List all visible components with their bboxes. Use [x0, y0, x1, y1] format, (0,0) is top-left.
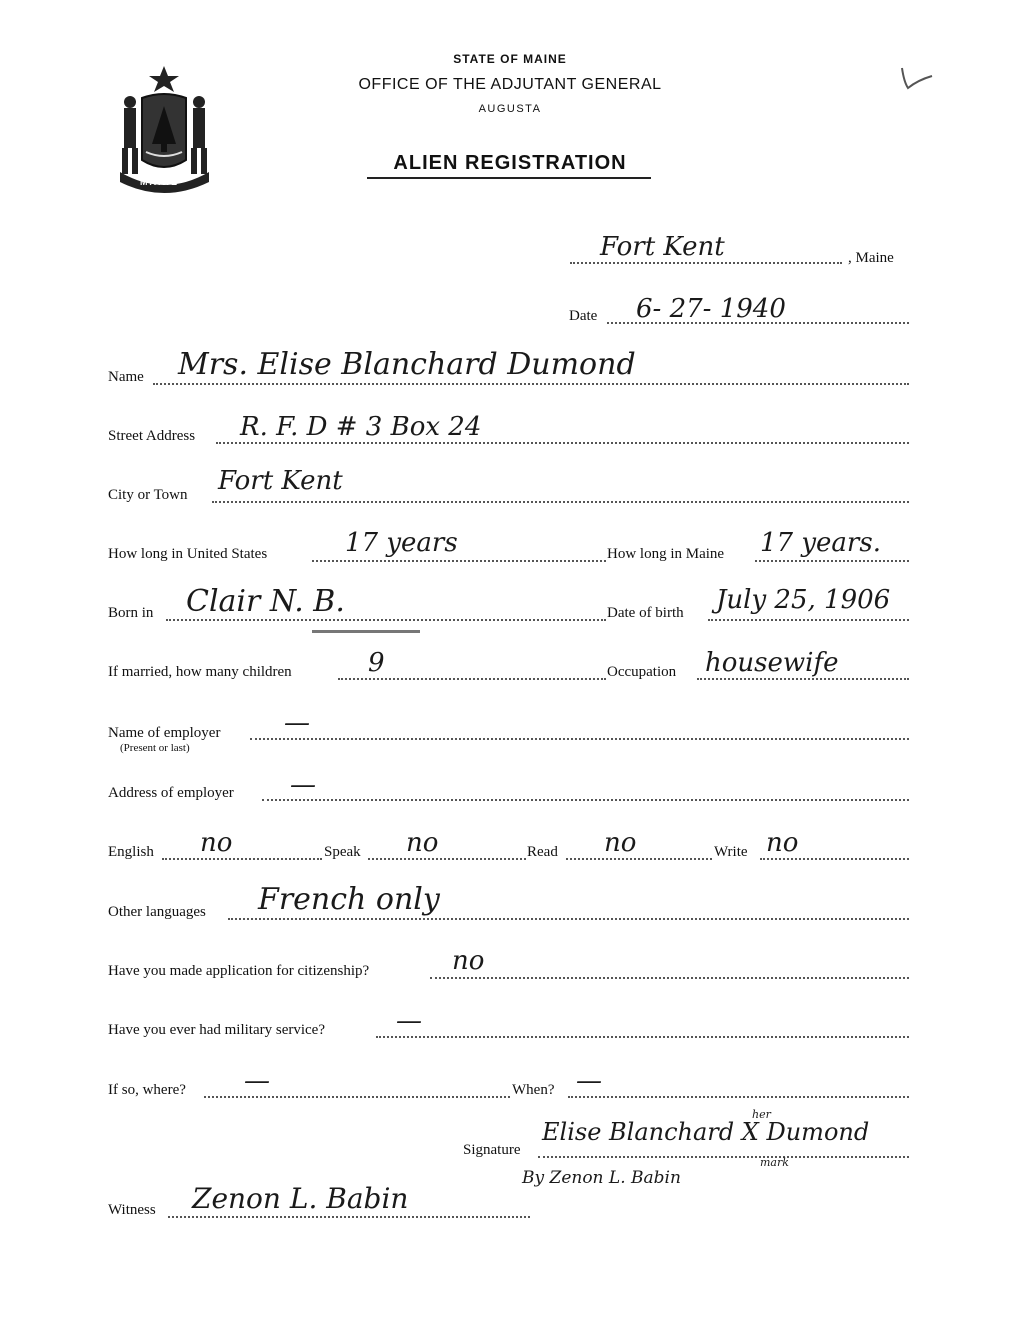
military-label: Have you ever had military service?	[108, 1022, 325, 1038]
military-value: —	[396, 1006, 422, 1036]
write-value: no	[766, 828, 799, 858]
place-suffix: , Maine	[848, 250, 894, 266]
employer-value: —	[284, 708, 310, 738]
header-state: STATE OF MAINE	[453, 52, 567, 66]
signature-by-line: By Zenon L. Babin	[522, 1168, 681, 1188]
dob-label: Date of birth	[607, 605, 684, 621]
speak-value: no	[406, 828, 439, 858]
city-value: Fort Kent	[218, 466, 343, 496]
where-value: —	[244, 1066, 270, 1096]
speak-label: Speak	[324, 844, 361, 860]
citizenship-value: no	[452, 946, 485, 976]
signature-mark-above: her	[752, 1108, 771, 1121]
date-label: Date	[569, 308, 598, 324]
employer-sublabel: (Present or last)	[120, 742, 190, 754]
signature-mark-below: mark	[760, 1156, 789, 1169]
english-label: English	[108, 844, 154, 860]
where-label: If so, where?	[108, 1082, 186, 1098]
children-label: If married, how many children	[108, 664, 292, 680]
name-label: Name	[108, 369, 144, 385]
city-label: City or Town	[108, 487, 188, 503]
date-value: 6- 27- 1940	[636, 294, 786, 324]
header-city: AUGUSTA	[478, 103, 542, 115]
maine-length-label: How long in Maine	[607, 546, 725, 562]
title-underline	[367, 177, 651, 179]
signature-value: Elise Blanchard X Dumond	[542, 1118, 870, 1146]
place-value: Fort Kent	[600, 232, 725, 262]
occupation-label: Occupation	[607, 664, 677, 680]
check-mark-icon	[898, 64, 938, 94]
name-value: Mrs. Elise Blanchard Dumond	[178, 347, 636, 382]
occupation-value: housewife	[705, 648, 839, 678]
when-value: —	[576, 1066, 602, 1096]
header-office: OFFICE OF THE ADJUTANT GENERAL	[358, 76, 662, 93]
maine-length-value: 17 years.	[760, 528, 881, 558]
citizenship-label: Have you made application for citizenship?	[108, 963, 370, 979]
employer-address-label: Address of employer	[108, 785, 234, 801]
street-value: R. F. D # 3 Box 24	[240, 412, 482, 442]
seal-banner-text: MAINE	[140, 177, 179, 187]
witness-label: Witness	[108, 1202, 156, 1218]
english-value: no	[200, 828, 233, 858]
form-title: ALIEN REGISTRATION	[393, 152, 627, 174]
born-in-value: Clair N. B.	[186, 584, 345, 619]
write-label: Write	[714, 844, 748, 860]
employer-address-value: —	[290, 770, 316, 800]
children-value: 9	[368, 648, 385, 678]
when-label: When?	[512, 1082, 555, 1098]
born-in-label: Born in	[108, 605, 154, 621]
employer-label: Name of employer	[108, 725, 221, 741]
street-label: Street Address	[108, 428, 196, 444]
witness-value: Zenon L. Babin	[192, 1182, 409, 1215]
us-length-label: How long in United States	[108, 546, 268, 562]
born-in-underline	[312, 630, 420, 633]
dob-value: July 25, 1906	[716, 585, 891, 615]
us-length-value: 17 years	[345, 528, 458, 558]
signature-label: Signature	[463, 1142, 521, 1158]
state-seal-icon	[112, 64, 217, 194]
read-value: no	[604, 828, 637, 858]
read-label: Read	[527, 844, 558, 860]
other-languages-label: Other languages	[108, 904, 206, 920]
other-languages-value: French only	[258, 882, 440, 917]
